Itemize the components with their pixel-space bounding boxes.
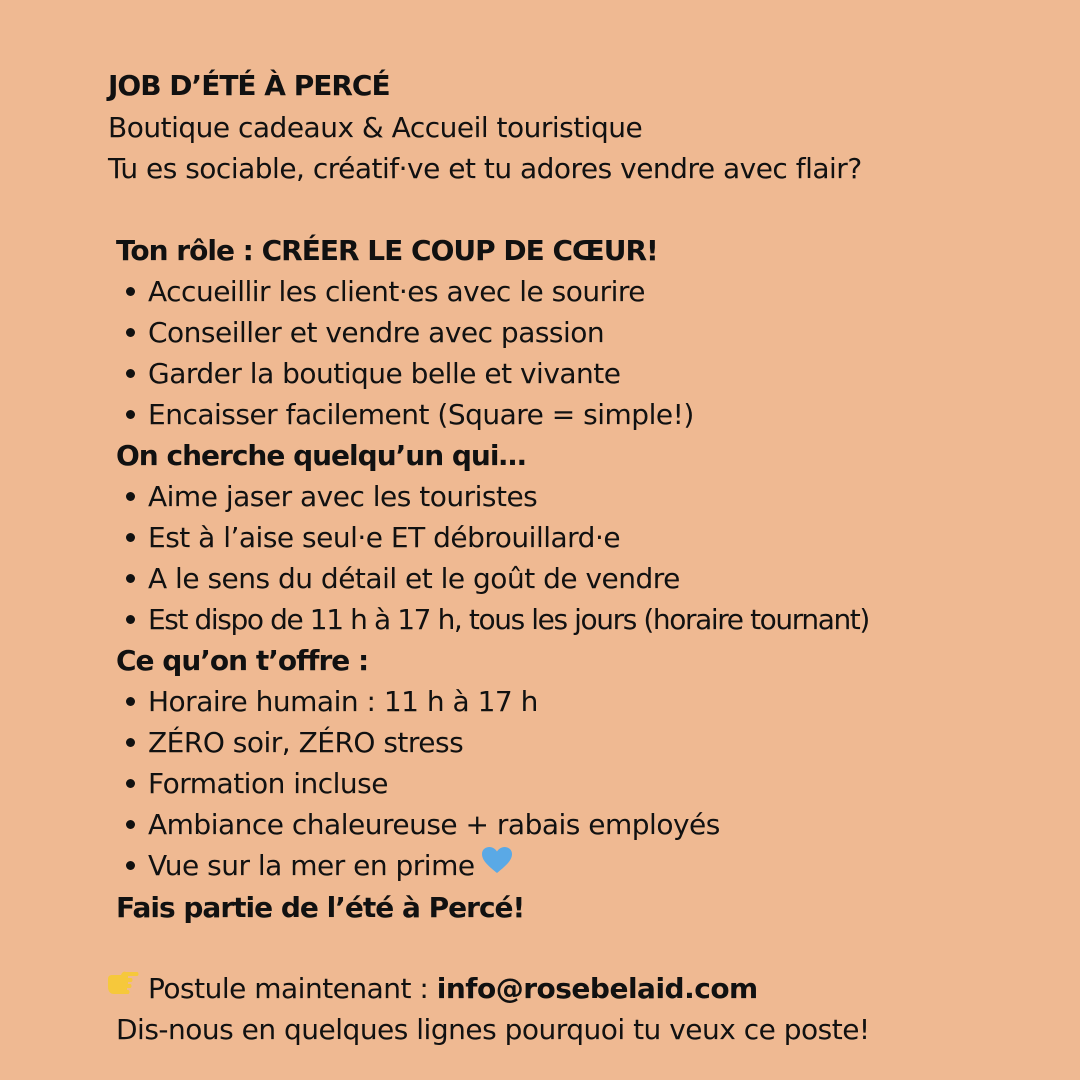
apply-email-link[interactable]: info@rosebelaid.com	[436, 972, 758, 1005]
pointing-hand-icon	[106, 969, 140, 1005]
offer-item: Horaire humain : 11 h à 17 h	[126, 684, 538, 720]
role-item: Accueillir les client·es avec le sourire	[126, 274, 645, 310]
offer-item: Vue sur la mer en prime	[126, 848, 513, 884]
job-subtitle: Boutique cadeaux & Accueil touristique	[108, 111, 643, 144]
job-tagline: Tu es sociable, créatif·ve et tu adores vendre avec flair?	[108, 152, 862, 185]
closing-text: Fais partie de l’été à Percé!	[116, 891, 525, 924]
profile-item: Est dispo de 11 h à 17 h, tous les jours (horaire tournant)	[126, 602, 869, 638]
bullet-icon	[126, 820, 135, 829]
offer-item: Formation incluse	[126, 766, 388, 802]
bullet-icon	[126, 533, 135, 542]
offer-item: ZÉRO soir, ZÉRO stress	[126, 725, 463, 761]
offer-item: Ambiance chaleureuse + rabais employés	[126, 807, 720, 843]
bullet-icon	[126, 574, 135, 583]
profile-heading: On cherche quelqu’un qui…	[116, 439, 526, 472]
blue-heart-icon	[481, 846, 513, 883]
profile-item: Aime jaser avec les touristes	[126, 479, 537, 515]
bullet-icon	[126, 861, 135, 870]
role-item: Conseiller et vendre avec passion	[126, 315, 604, 351]
bullet-icon	[126, 738, 135, 747]
job-title: JOB D’ÉTÉ À PERCÉ	[108, 69, 390, 102]
profile-item: A le sens du détail et le goût de vendre	[126, 561, 680, 597]
profile-item: Est à l’aise seul·e ET débrouillard·e	[126, 520, 620, 556]
apply-line	[106, 971, 758, 1007]
role-heading: Ton rôle : CRÉER LE COUP DE CŒUR!	[116, 234, 658, 267]
bullet-icon	[126, 287, 135, 296]
bullet-icon	[126, 697, 135, 706]
bullet-icon	[126, 328, 135, 337]
bullet-icon	[126, 369, 135, 378]
offer-heading: Ce qu’on t’offre :	[116, 644, 369, 677]
role-item: Encaisser facilement (Square = simple!)	[126, 397, 694, 433]
bullet-icon	[126, 410, 135, 419]
apply-label: Postule maintenant :	[148, 972, 437, 1005]
apply-note: Dis-nous en quelques lignes pourquoi tu veux ce poste!	[116, 1013, 870, 1046]
bullet-icon	[126, 615, 135, 624]
bullet-icon	[126, 492, 135, 501]
role-item: Garder la boutique belle et vivante	[126, 356, 621, 392]
bullet-icon	[126, 779, 135, 788]
